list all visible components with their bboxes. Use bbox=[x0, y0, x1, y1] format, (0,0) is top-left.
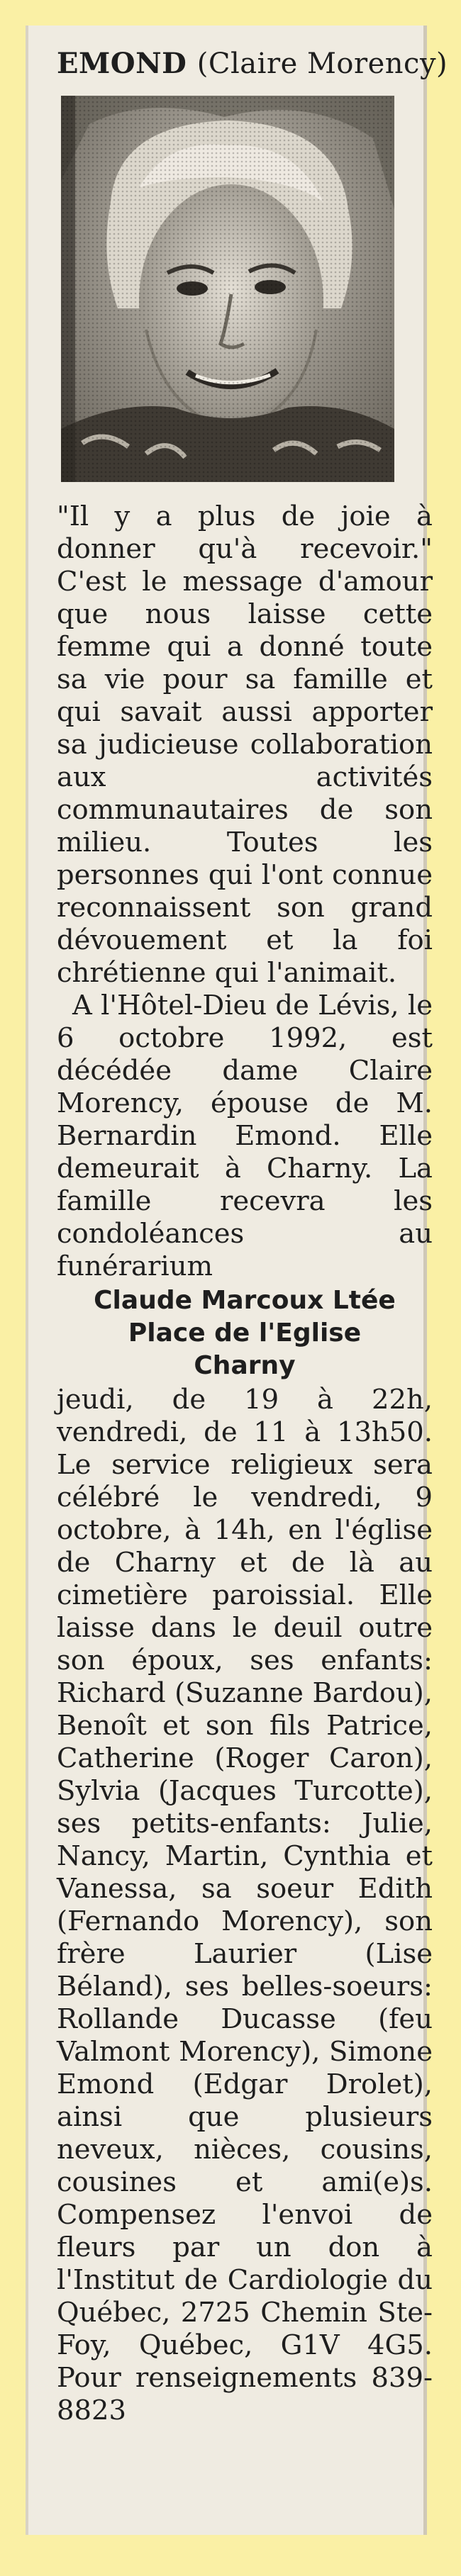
quote-paragraph: "Il y a plus de joie à donner qu'à recevoir." C'est le message d'amour que nous laisse cette femme qui a donné toute sa vie pour sa famille et qui savait aussi apporter sa judicieuse collaboration aux activités communautaires de son milieu. Toutes les personnes qui l'ont connue reconnaissent son grand dévouement et la foi chrétienne qui l'animait. bbox=[57, 500, 433, 989]
full-name: (Claire Morency) bbox=[196, 47, 448, 80]
funeral-home-address: Place de l'Eglise bbox=[128, 1318, 362, 1348]
funeral-home-name: Claude Marcoux Ltée bbox=[94, 1286, 396, 1315]
death-notice-paragraph: A l'Hôtel-Dieu de Lévis, le 6 octobre 1992, est décédée dame Claire Morency, épouse de M. Bernardin Emond. Elle demeurait à Charny. La famille recevra les condoléances au funérarium bbox=[57, 990, 433, 1282]
obituary-body bbox=[57, 500, 433, 2427]
newspaper-clipping bbox=[26, 26, 448, 2535]
funeral-home-block bbox=[57, 1284, 433, 1382]
obituary bbox=[57, 26, 448, 2427]
portrait-photo-icon bbox=[61, 96, 394, 482]
obituary-headline bbox=[57, 47, 448, 80]
funeral-home-city: Charny bbox=[194, 1351, 296, 1380]
surname: EMOND bbox=[57, 47, 187, 80]
service-paragraph: jeudi, de 19 à 22h, vendredi, de 11 à 13h50. Le service religieux sera célébré le vendredi, 9 octobre, à 14h, en l'église de Charny et de là au cimetière paroissial. Elle laisse dans le deuil outre son époux, ses enfants: Richard (Suzanne Bardou), Benoît et son fils Patrice, Catherine (Roger Caron), Sylvia (Jacques Turcotte), ses petits-enfants: Julie, Nancy, Martin, Cynthia et Vanessa, sa soeur Edith (Fernando Morency), son frère Laurier (Lise Béland), ses belles-soeurs: Rollande Ducasse (feu Valmont Morency), Simone Emond (Edgar Drolet), ainsi que plusieurs neveux, nièces, cousins, cousines et ami(e)s. Compensez l'envoi de fleurs par un don à l'Institut de Cardiologie du Québec, 2725 Chemin Ste-Foy, Québec, G1V 4G5. Pour renseignements 839-8823 bbox=[57, 1384, 433, 2426]
